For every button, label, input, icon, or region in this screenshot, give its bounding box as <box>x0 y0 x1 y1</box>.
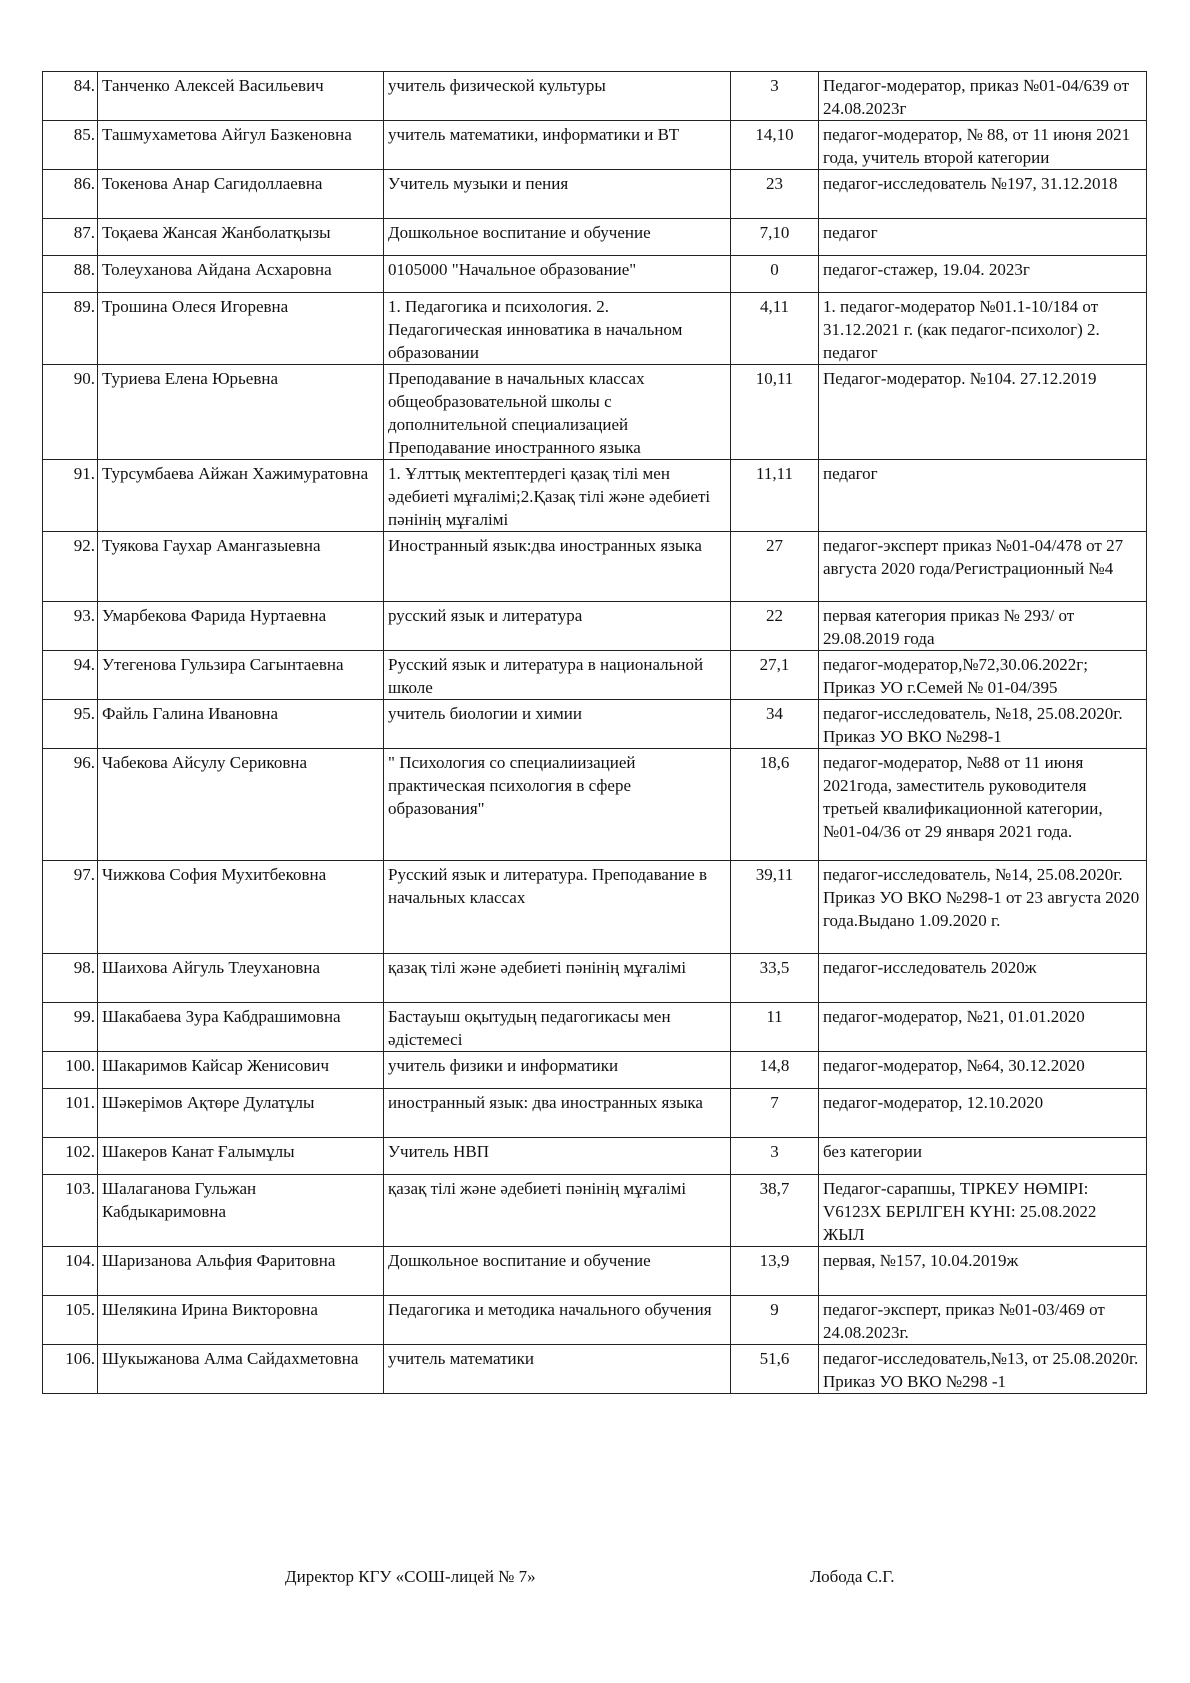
specialty-cell: Учитель музыки и пения <box>384 170 731 219</box>
table-row <box>43 1247 1147 1296</box>
experience-cell: 18,6 <box>731 749 819 861</box>
row-number-cell: 90. <box>43 365 98 460</box>
staff-table <box>42 71 1147 1394</box>
table-row <box>43 1296 1147 1345</box>
table-row <box>43 1345 1147 1394</box>
category-cell: педагог-исследователь, №14, 25.08.2020г. Приказ УО ВКО №298-1 от 23 августа 2020 года.Выдано 1.09.2020 г. <box>819 861 1147 954</box>
experience-cell: 23 <box>731 170 819 219</box>
category-cell: педагог-модератор, №64, 30.12.2020 <box>819 1052 1147 1089</box>
category-cell: педагог-исследователь, №18, 25.08.2020г. Приказ УО ВКО №298-1 <box>819 700 1147 749</box>
row-number-cell: 101. <box>43 1089 98 1138</box>
category-cell: педагог <box>819 219 1147 256</box>
table-row <box>43 72 1147 121</box>
experience-cell: 51,6 <box>731 1345 819 1394</box>
category-cell: педагог-стажер, 19.04. 2023г <box>819 256 1147 293</box>
teacher-name-cell: Шәкерімов Ақтөре Дулатұлы <box>98 1089 384 1138</box>
specialty-cell: Учитель НВП <box>384 1138 731 1175</box>
experience-cell: 39,11 <box>731 861 819 954</box>
row-number-cell: 96. <box>43 749 98 861</box>
row-number-cell: 89. <box>43 293 98 365</box>
table-row <box>43 256 1147 293</box>
experience-cell: 13,9 <box>731 1247 819 1296</box>
experience-cell: 11,11 <box>731 460 819 532</box>
category-cell: Педагог-модератор, приказ №01-04/639 от 24.08.2023г <box>819 72 1147 121</box>
category-cell: педагог-модератор, №21, 01.01.2020 <box>819 1003 1147 1052</box>
signer-title: Директор КГУ «СОШ-лицей № 7» <box>285 1567 536 1586</box>
specialty-cell: Педагогика и методика начального обучения <box>384 1296 731 1345</box>
teacher-name-cell: Шаихова Айгуль Тлеухановна <box>98 954 384 1003</box>
category-cell: педагог-исследователь,№13, от 25.08.2020г. Приказ УО ВКО №298 -1 <box>819 1345 1147 1394</box>
table-row <box>43 219 1147 256</box>
row-number-cell: 86. <box>43 170 98 219</box>
teacher-name-cell: Умарбекова Фарида Нуртаевна <box>98 602 384 651</box>
experience-cell: 4,11 <box>731 293 819 365</box>
category-cell: без категории <box>819 1138 1147 1175</box>
row-number-cell: 87. <box>43 219 98 256</box>
teacher-name-cell: Трошина Олеся Игоревна <box>98 293 384 365</box>
table-row <box>43 861 1147 954</box>
table-row <box>43 954 1147 1003</box>
specialty-cell: учитель физической культуры <box>384 72 731 121</box>
teacher-name-cell: Токенова Анар Сагидоллаевна <box>98 170 384 219</box>
category-cell: педагог-модератор, 12.10.2020 <box>819 1089 1147 1138</box>
category-cell: педагог-эксперт, приказ №01-03/469 от 24.08.2023г. <box>819 1296 1147 1345</box>
teacher-name-cell: Шакеров Канат Ғалымұлы <box>98 1138 384 1175</box>
specialty-cell: Дошкольное воспитание и обучение <box>384 219 731 256</box>
teacher-name-cell: Туриева Елена Юрьевна <box>98 365 384 460</box>
table-row <box>43 365 1147 460</box>
signer-name: Лобода С.Г. <box>810 1567 895 1586</box>
experience-cell: 14,8 <box>731 1052 819 1089</box>
table-row <box>43 293 1147 365</box>
category-cell: педагог <box>819 460 1147 532</box>
table-row <box>43 1089 1147 1138</box>
category-cell: педагог-исследователь №197, 31.12.2018 <box>819 170 1147 219</box>
teacher-name-cell: Туякова Гаухар Амангазыевна <box>98 532 384 602</box>
staff-table-body <box>43 72 1147 1394</box>
specialty-cell: 0105000 "Начальное образование" <box>384 256 731 293</box>
table-row <box>43 1003 1147 1052</box>
experience-cell: 22 <box>731 602 819 651</box>
specialty-cell: учитель математики, информатики и ВТ <box>384 121 731 170</box>
table-row <box>43 651 1147 700</box>
table-row <box>43 460 1147 532</box>
row-number-cell: 95. <box>43 700 98 749</box>
row-number-cell: 98. <box>43 954 98 1003</box>
row-number-cell: 103. <box>43 1175 98 1247</box>
category-cell: педагог-модератор,№72,30.06.2022г; Приказ УО г.Семей № 01-04/395 <box>819 651 1147 700</box>
teacher-name-cell: Шакабаева Зура Кабдрашимовна <box>98 1003 384 1052</box>
teacher-name-cell: Шелякина Ирина Викторовна <box>98 1296 384 1345</box>
teacher-name-cell: Утегенова Гульзира Сагынтаевна <box>98 651 384 700</box>
category-cell: первая категория приказ № 293/ от 29.08.2019 года <box>819 602 1147 651</box>
table-row <box>43 1052 1147 1089</box>
row-number-cell: 106. <box>43 1345 98 1394</box>
row-number-cell: 92. <box>43 532 98 602</box>
teacher-name-cell: Файль Галина Ивановна <box>98 700 384 749</box>
experience-cell: 3 <box>731 72 819 121</box>
experience-cell: 9 <box>731 1296 819 1345</box>
teacher-name-cell: Ташмухаметова Айгул Базкеновна <box>98 121 384 170</box>
table-row <box>43 170 1147 219</box>
teacher-name-cell: Шалаганова Гульжан Кабдыкаримовна <box>98 1175 384 1247</box>
category-cell: 1. педагог-модератор №01.1-10/184 от 31.12.2021 г. (как педагог-психолог) 2. педагог <box>819 293 1147 365</box>
row-number-cell: 102. <box>43 1138 98 1175</box>
experience-cell: 0 <box>731 256 819 293</box>
specialty-cell: қазақ тілі және әдебиеті пәнінің мұғалімі <box>384 1175 731 1247</box>
table-row <box>43 1138 1147 1175</box>
experience-cell: 27,1 <box>731 651 819 700</box>
teacher-name-cell: Шакаримов Кайсар Женисович <box>98 1052 384 1089</box>
specialty-cell: 1. Педагогика и психология. 2. Педагогическая инноватика в начальном образовании <box>384 293 731 365</box>
specialty-cell: Русский язык и литература в национальной школе <box>384 651 731 700</box>
experience-cell: 27 <box>731 532 819 602</box>
specialty-cell: Дошкольное воспитание и обучение <box>384 1247 731 1296</box>
specialty-cell: қазақ тілі және әдебиеті пәнінің мұғалімі <box>384 954 731 1003</box>
specialty-cell: 1. Ұлттық мектептердегі қазақ тілі мен әдебиеті мұғалімі;2.Қазақ тілі және әдебиеті пәнінің мұғалімі <box>384 460 731 532</box>
category-cell: первая, №157, 10.04.2019ж <box>819 1247 1147 1296</box>
category-cell: педагог-модератор, №88 от 11 июня 2021года, заместитель руководителя третьей квалификационной категории, №01-04/36 от 29 января 2021 года. <box>819 749 1147 861</box>
teacher-name-cell: Тоқаева Жансая Жанболатқызы <box>98 219 384 256</box>
table-row <box>43 700 1147 749</box>
experience-cell: 34 <box>731 700 819 749</box>
row-number-cell: 91. <box>43 460 98 532</box>
experience-cell: 14,10 <box>731 121 819 170</box>
category-cell: педагог-эксперт приказ №01-04/478 от 27 августа 2020 года/Регистрационный №4 <box>819 532 1147 602</box>
specialty-cell: русский язык и литература <box>384 602 731 651</box>
row-number-cell: 85. <box>43 121 98 170</box>
row-number-cell: 100. <box>43 1052 98 1089</box>
specialty-cell: иностранный язык: два иностранных языка <box>384 1089 731 1138</box>
row-number-cell: 97. <box>43 861 98 954</box>
table-row <box>43 532 1147 602</box>
table-row <box>43 121 1147 170</box>
row-number-cell: 104. <box>43 1247 98 1296</box>
row-number-cell: 88. <box>43 256 98 293</box>
specialty-cell: Русский язык и литература. Преподавание в начальных классах <box>384 861 731 954</box>
table-row <box>43 1175 1147 1247</box>
table-row <box>43 602 1147 651</box>
teacher-name-cell: Шукыжанова Алма Сайдахметовна <box>98 1345 384 1394</box>
row-number-cell: 105. <box>43 1296 98 1345</box>
category-cell: педагог-модератор, № 88, от 11 июня 2021 года, учитель второй категории <box>819 121 1147 170</box>
specialty-cell: Иностранный язык:два иностранных языка <box>384 532 731 602</box>
experience-cell: 11 <box>731 1003 819 1052</box>
teacher-name-cell: Чабекова Айсулу Сериковна <box>98 749 384 861</box>
teacher-name-cell: Чижкова София Мухитбековна <box>98 861 384 954</box>
specialty-cell: учитель биологии и химии <box>384 700 731 749</box>
category-cell: Педагог-сарапшы, ТІРКЕУ НӨМІРІ: V6123X БЕРІЛГЕН КҮНІ: 25.08.2022 ЖЫЛ <box>819 1175 1147 1247</box>
specialty-cell: учитель математики <box>384 1345 731 1394</box>
teacher-name-cell: Шаризанова Альфия Фаритовна <box>98 1247 384 1296</box>
experience-cell: 10,11 <box>731 365 819 460</box>
row-number-cell: 94. <box>43 651 98 700</box>
experience-cell: 3 <box>731 1138 819 1175</box>
row-number-cell: 93. <box>43 602 98 651</box>
experience-cell: 7,10 <box>731 219 819 256</box>
category-cell: педагог-исследователь 2020ж <box>819 954 1147 1003</box>
experience-cell: 38,7 <box>731 1175 819 1247</box>
specialty-cell: учитель физики и информатики <box>384 1052 731 1089</box>
specialty-cell: Преподавание в начальных классах общеобразовательной школы с дополнительной специализацией Преподавание иностранного языка <box>384 365 731 460</box>
row-number-cell: 99. <box>43 1003 98 1052</box>
specialty-cell: Бастауыш оқытудың педагогикасы мен әдістемесі <box>384 1003 731 1052</box>
teacher-name-cell: Танченко Алексей Васильевич <box>98 72 384 121</box>
teacher-name-cell: Толеуханова Айдана Асхаровна <box>98 256 384 293</box>
table-row <box>43 749 1147 861</box>
teacher-name-cell: Турсумбаева Айжан Хажимуратовна <box>98 460 384 532</box>
experience-cell: 7 <box>731 1089 819 1138</box>
category-cell: Педагог-модератор. №104. 27.12.2019 <box>819 365 1147 460</box>
specialty-cell: " Психология со специалиизацией практическая психология в сфере образования" <box>384 749 731 861</box>
experience-cell: 33,5 <box>731 954 819 1003</box>
row-number-cell: 84. <box>43 72 98 121</box>
